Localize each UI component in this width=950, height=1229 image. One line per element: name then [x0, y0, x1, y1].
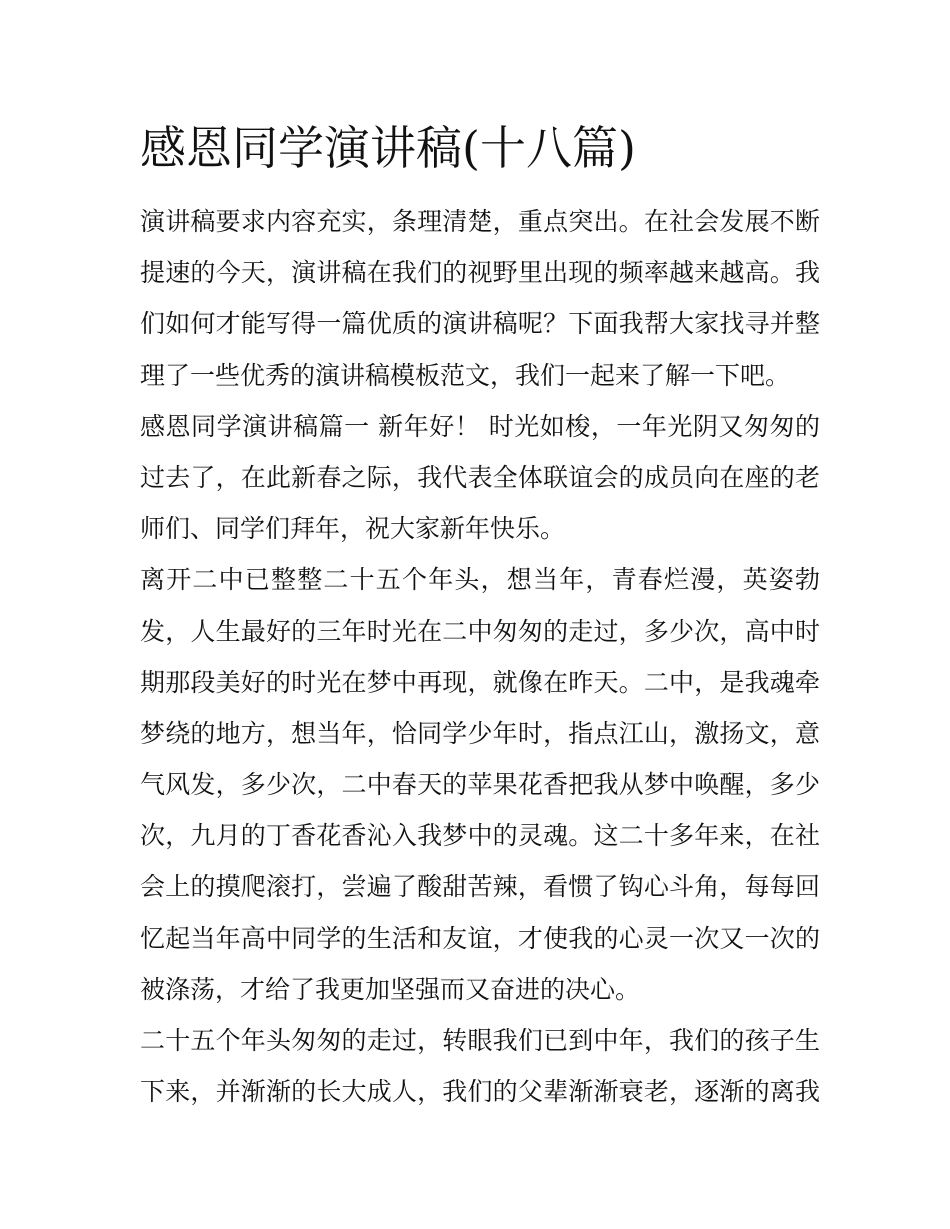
body-line: 提速的今天，演讲稿在我们的视野里出现的频率越来越高。我 [140, 258, 820, 288]
body-line: 们如何才能写得一篇优质的演讲稿呢？下面我帮大家找寻并整 [140, 309, 820, 339]
document-title: 感恩同学演讲稿(十八篇) [140, 121, 636, 175]
body-line: 理了一些优秀的演讲稿模板范文，我们一起来了解一下吧。 [140, 360, 791, 390]
body-line: 气风发，多少次，二中春天的苹果花香把我从梦中唤醒，多少 [140, 770, 820, 800]
body-line: 过去了，在此新春之际，我代表全体联谊会的成员向在座的老 [140, 462, 820, 492]
body-line: 被涤荡，才给了我更加坚强而又奋进的决心。 [140, 974, 641, 1004]
body-line: 二十五个年头匆匆的走过，转眼我们已到中年，我们的孩子生 [140, 1026, 820, 1055]
body-line: 期那段美好的时光在梦中再现，就像在昨天。二中，是我魂牵 [140, 667, 820, 697]
document-body [140, 196, 820, 1117]
body-line: 感恩同学演讲稿篇一 新年好！ 时光如梭，一年光阴又匆匆的 [140, 411, 820, 441]
body-line: 梦绕的地方，想当年，恰同学少年时，指点江山，激扬文，意 [140, 718, 820, 748]
body-line: 师们、同学们拜年，祝大家新年快乐。 [140, 514, 566, 544]
body-line: 发，人生最好的三年时光在二中匆匆的走过，多少次，高中时 [140, 616, 820, 646]
body-line: 演讲稿要求内容充实，条理清楚，重点突出。在社会发展不断 [140, 207, 820, 236]
body-line: 次，九月的丁香花香沁入我梦中的灵魂。这二十多年来，在社 [140, 821, 820, 851]
body-line: 忆起当年高中同学的生活和友谊，才使我的心灵一次又一次的 [140, 923, 820, 953]
body-line: 会上的摸爬滚打，尝遍了酸甜苦辣，看惯了钩心斗角，每每回 [140, 872, 820, 902]
body-line: 离开二中已整整二十五个年头，想当年，青春烂漫，英姿勃 [140, 565, 820, 595]
body-line: 下来，并渐渐的长大成人，我们的父辈渐渐衰老，逐渐的离我 [140, 1077, 820, 1107]
